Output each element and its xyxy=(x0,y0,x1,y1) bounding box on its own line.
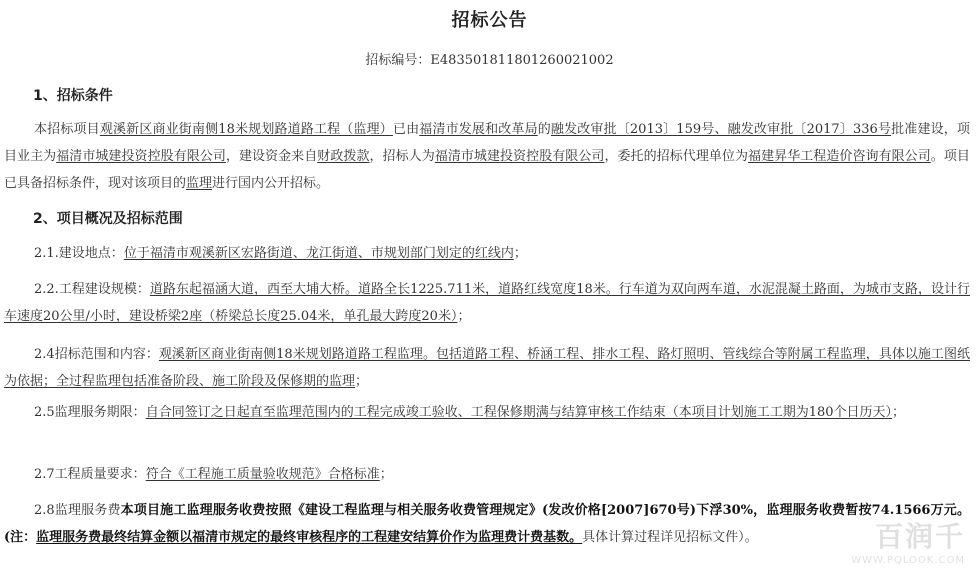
section-1-heading: 1、招标条件 xyxy=(33,88,113,104)
watermark-site: WWW.PQLOOK.COM xyxy=(851,555,965,566)
field-label: 2.5监理服务期限： xyxy=(34,405,146,420)
project-name: 观溪新区商业街南侧18米规划路道路工程（监理） xyxy=(99,122,393,137)
fee-description: 本项目施工监理服务收费按照《建设工程监理与相关服务收费管理规定》(发改价格[2007]670号)下浮30%，监理服务收费暂按74.1566万元。(注： xyxy=(4,503,970,545)
section-2-heading: 2、项目概况及招标范围 xyxy=(33,211,183,227)
field-label: 2.1.建设地点： xyxy=(34,246,124,261)
tender-object: 监理 xyxy=(186,176,213,191)
field-value: 观溪新区商业街南侧18米规划路道路工程监理。包括道路工程、桥涵工程、排水工程、路灯照明、管线综合等附属工程监理，具体以施工图纸为依据；全过程监理包括准备阶段、施工阶段及保修期的监理 xyxy=(4,347,970,389)
text: 已由 xyxy=(392,122,420,137)
tender-code: 招标编号：E4835018118012600210​02 xyxy=(365,53,614,68)
construction-location xyxy=(4,240,970,267)
text: ； xyxy=(457,309,471,324)
quality-requirement xyxy=(4,461,970,488)
text: 具体计算过程详见招标文件）。 xyxy=(582,530,758,545)
field-value: 符合《工程施工质量验收规范》合格标准 xyxy=(145,467,380,482)
construction-scale xyxy=(4,276,970,330)
watermark xyxy=(851,515,965,566)
funding-source: 财政拨款 xyxy=(317,149,370,164)
text: ； xyxy=(379,467,393,482)
text: 。项目已具备招标条件，现对该项目的 xyxy=(4,149,970,191)
field-value: 自合同签订之日起直至监理范围内的工程完成竣工验收、工程保修期满与结算审核工作结束（本项目计划施工工期为180个日历天） xyxy=(145,405,893,420)
text: ，招标人为 xyxy=(369,149,435,164)
text: 进行国内公开招标。 xyxy=(212,176,330,191)
text: ； xyxy=(355,374,369,389)
service-period xyxy=(4,399,970,426)
approval-authority: 福清市发展和改革局 xyxy=(419,122,538,137)
text: 批准建设，项目业主为 xyxy=(4,122,970,164)
field-label: 2.7工程质量要求： xyxy=(34,467,146,482)
project-owner: 福清市城建投资控股有限公司 xyxy=(56,149,226,164)
tenderer: 福清市城建投资控股有限公司 xyxy=(434,149,605,164)
tender-scope xyxy=(4,341,970,395)
text: ，建设资金来自 xyxy=(225,149,318,164)
approval-numbers: 融发改审批〔2013〕159号、融发改审批〔2017〕336号 xyxy=(550,122,892,137)
tender-agent: 福建昇华工程造价咨询有限公司 xyxy=(748,149,931,164)
field-value: 位于福清市观溪新区宏路街道、龙江街道、市规划部门划定的红线内 xyxy=(123,246,514,261)
field-value: 道路东起福涵大道，西至大埔大桥。道路全长1225.711米，道路红线宽度18米。行车道为双向两车道，水泥混凝土路面，为城市支路，设计行车速度20公里/小时，建设桥梁2座（桥梁总长度25.04米，单孔最大跨度20米） xyxy=(4,282,970,324)
field-label: 2.8监理服务费 xyxy=(34,503,121,518)
page-title: 招标公告 xyxy=(451,10,528,31)
text: ，委托的招标代理单位为 xyxy=(604,149,749,164)
fee-settlement-note: 监理服务费最终结算金额以福清市规定的最终审核程序的工程建安结算价作为监理费计费基数。 xyxy=(36,530,583,545)
field-label: 2.2.工程建设规模： xyxy=(34,282,150,297)
field-label: 2.4招标范围和内容： xyxy=(34,347,159,362)
text: ； xyxy=(892,405,906,420)
section-1-paragraph xyxy=(4,116,970,197)
service-fee xyxy=(4,497,970,551)
text: 本招标项目 xyxy=(34,122,100,137)
text: ； xyxy=(513,246,527,261)
watermark-logo: 百润千 xyxy=(874,520,965,553)
text: 的 xyxy=(537,122,551,137)
